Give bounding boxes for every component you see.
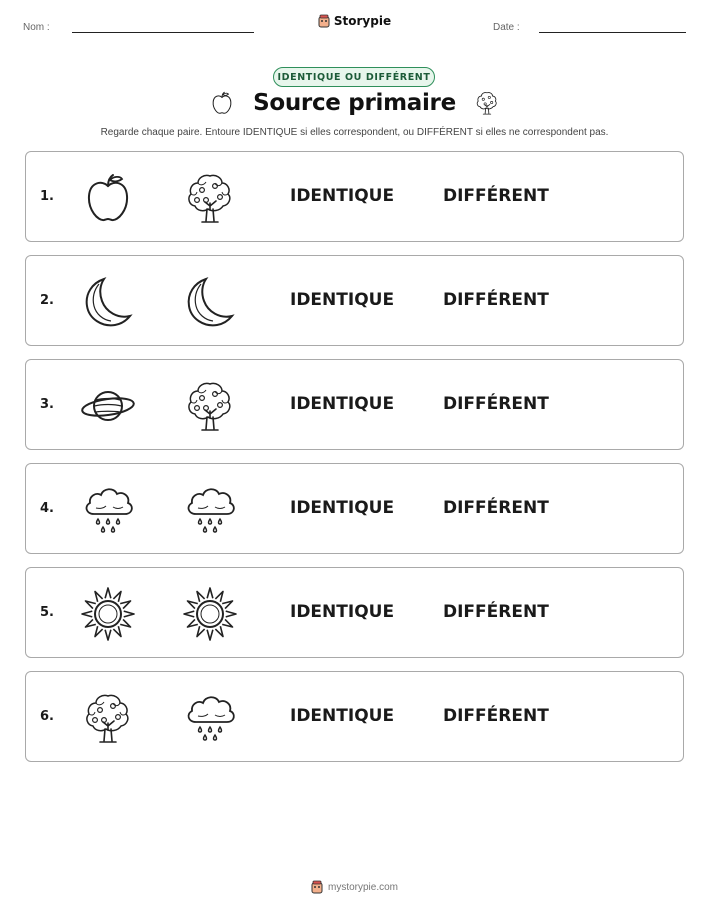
rain-cloud-icon — [182, 482, 238, 538]
crescent-moon-icon — [80, 274, 136, 330]
different-option[interactable]: DIFFÉRENT — [443, 602, 549, 622]
title-row — [0, 88, 709, 118]
exercise-row — [25, 463, 684, 554]
planet-icon — [80, 378, 136, 434]
apple-icon — [209, 88, 235, 118]
instructions: Regarde chaque paire. Entoure IDENTIQUE si elles correspondent, ou DIFFÉRENT si elles ne correspondent pas. — [100, 127, 609, 138]
row-number: 2. — [40, 293, 54, 308]
row-number: 4. — [40, 501, 54, 516]
identique-option[interactable]: IDENTIQUE — [290, 706, 395, 726]
crescent-moon-icon — [182, 274, 238, 330]
page-title: Source primaire — [253, 90, 456, 116]
identique-option[interactable]: IDENTIQUE — [290, 290, 395, 310]
name-label: Nom : — [23, 22, 50, 33]
row-number: 6. — [40, 709, 54, 724]
identique-option[interactable]: IDENTIQUE — [290, 498, 395, 518]
date-line[interactable] — [539, 32, 686, 33]
brand — [0, 14, 709, 33]
row-number: 1. — [40, 189, 54, 204]
row-number: 5. — [40, 605, 54, 620]
footer — [0, 880, 709, 899]
different-option[interactable]: DIFFÉRENT — [443, 290, 549, 310]
identique-option[interactable]: IDENTIQUE — [290, 394, 395, 414]
apple-icon — [80, 170, 136, 226]
exercise-row — [25, 671, 684, 762]
exercise-row — [25, 151, 684, 242]
sun-icon — [80, 586, 136, 642]
tree-icon — [80, 690, 136, 746]
exercise-row — [25, 255, 684, 346]
identique-option[interactable]: IDENTIQUE — [290, 602, 395, 622]
exercise-row — [25, 359, 684, 450]
brand-name: Storypie — [333, 14, 392, 28]
different-option[interactable]: DIFFÉRENT — [443, 498, 549, 518]
category-tag: IDENTIQUE OU DIFFÉRENT — [273, 67, 435, 87]
different-option[interactable]: DIFFÉRENT — [443, 706, 549, 726]
storypie-logo-icon — [318, 14, 330, 28]
tree-icon — [182, 170, 238, 226]
tree-icon — [474, 88, 500, 118]
exercise-row — [25, 567, 684, 658]
footer-site[interactable]: mystorypie.com — [327, 881, 398, 893]
different-option[interactable]: DIFFÉRENT — [443, 394, 549, 414]
storypie-logo-icon — [311, 880, 323, 894]
rain-cloud-icon — [182, 690, 238, 746]
row-number: 3. — [40, 397, 54, 412]
different-option[interactable]: DIFFÉRENT — [443, 186, 549, 206]
tree-icon — [182, 378, 238, 434]
sun-icon — [182, 586, 238, 642]
identique-option[interactable]: IDENTIQUE — [290, 186, 395, 206]
rain-cloud-icon — [80, 482, 136, 538]
date-label: Date : — [493, 22, 520, 33]
